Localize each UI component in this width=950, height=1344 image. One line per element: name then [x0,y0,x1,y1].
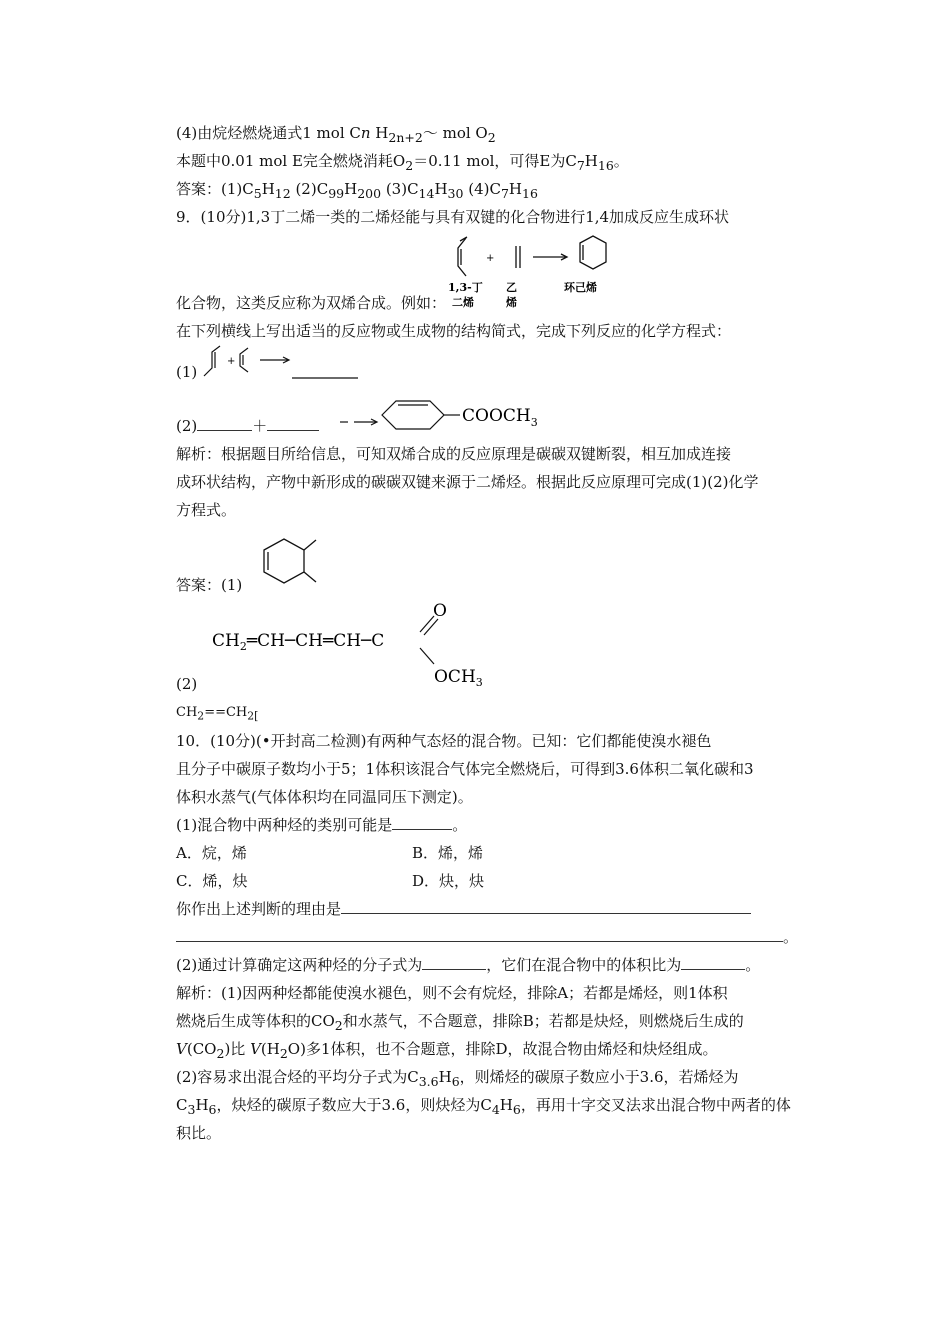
text-line: 解析：根据题目所给信息，可知双烯合成的反应原理是碳碳双键断裂，相互加成连接 [176,445,732,463]
t: H [584,152,598,170]
t: 2 [405,158,414,173]
t: H [438,1068,452,1086]
blank[interactable] [197,416,252,431]
t: 2 [197,709,205,723]
t: V [250,1040,261,1058]
t: H [434,180,448,198]
t: 。 [452,816,468,834]
text-line [176,151,629,176]
text-line [176,123,496,148]
text-line [176,703,258,727]
t: H [499,1096,513,1114]
methoxy [434,667,483,689]
t: 。 [613,152,629,170]
text-line: 且分子中碳原子数均小于5；1体积该混合气体完全燃烧后，可得到3.6体积二氧化碳和3 [176,760,754,778]
t: 。 [745,956,761,974]
t: (3)C [381,180,419,198]
t: (2)通过计算确定这两种烃的分子式为 [176,956,423,974]
t: (1)混合物中两种烃的类别可能是 [176,816,393,834]
t: 16 [597,158,614,173]
t: 200 [357,186,382,201]
t: 7 [576,158,585,173]
t: 本题中0.01 mol E完全燃烧消耗O [176,152,406,170]
t: ，再用十字交叉法求出混合物中两者的体 [520,1096,791,1114]
blank[interactable] [681,955,745,970]
t: 2[ [247,709,259,723]
t: 2 [239,640,247,653]
t: C [176,1096,188,1114]
label: 乙 [506,281,517,294]
t: 答案：(1)C [176,180,254,198]
t: 6 [451,1074,460,1089]
t: 6 [208,1102,217,1117]
text-line [176,899,751,919]
t: 你作出上述判断的理由是 [176,900,342,918]
t: 3 [530,416,538,429]
text-line: 积比。 [176,1124,222,1142]
answer-line [176,179,538,204]
question-9: 9．(10分)1,3丁二烯一类的二烯烃能与具有双键的化合物进行1,4加成反应生成环状 [176,208,730,226]
answer-2-label: (2) [176,675,198,693]
q2-line [176,416,319,436]
t: )比 [224,1040,251,1058]
answer-2-structure [208,598,508,693]
t: (4)C [463,180,501,198]
t: 3 [187,1102,196,1117]
text-line: 在下列横线上写出适当的反应物或生成物的结构简式，完成下列反应的化学方程式： [176,322,732,340]
t: 3 [475,676,483,689]
t: ＝0.11 mol，可得E为C [413,152,577,170]
t: 12 [274,186,291,201]
t: 2 [487,130,496,145]
t: ═CH─CH═CH─C [246,631,385,651]
t: (2)C [290,180,329,198]
t: 2 [334,1018,343,1033]
q2-product-diagram [340,395,560,435]
t: (4)由烷烃燃烧通式1 mol C [176,124,361,142]
t: n [360,124,371,142]
answer-1-label: 答案：(1) [176,576,243,594]
text-line [176,927,798,947]
t: CH [176,705,198,720]
label: 环己烯 [564,281,597,294]
answer-1-structure [256,530,326,594]
blank[interactable] [392,815,452,830]
group [462,406,538,429]
t: H [508,180,522,198]
t: V [176,1040,187,1058]
text-line: 解析：(1)因两种烃都能使溴水褪色，则不会有烷烃，排除A；若都是烯烃，则1体积 [176,984,728,1002]
question-10: 10．(10分)(•开封高二检测)有两种气态烃的混合物。已知：它们都能使溴水褪色 [176,732,712,750]
t: OCH [434,667,476,687]
t: 30 [447,186,464,201]
t: 16 [522,186,538,201]
option-b: B．烯，烯 [412,844,484,862]
text-line [176,1011,744,1036]
t: O)多1体积，也不合题意，排除D，故混合物由烯烃和炔烃组成。 [287,1040,718,1058]
t: 6 [512,1102,521,1117]
blank[interactable] [176,927,783,942]
t: 2 [279,1046,288,1061]
plus-sign: ＋ [252,417,268,435]
option-c: C．烯，炔 [176,872,248,890]
text-line [176,1095,791,1120]
t: H [261,180,275,198]
label: 1,3-丁 [448,281,483,294]
diels-alder-example-diagram [448,230,608,310]
t: H [195,1096,209,1114]
text-line [176,1067,739,1092]
t: ～ mol O [422,124,488,142]
t: COOCH [462,406,531,426]
t: 燃烧后生成等体积的CO [176,1012,335,1030]
text-line: 成环状结构，产物中新形成的碳碳双键来源于二烯烃。根据此反应原理可完成(1)(2)化学 [176,473,759,491]
t: 2 [216,1046,225,1061]
text-line: 化合物，这类反应称为双烯合成。例如： [176,294,447,312]
t: 。 [783,928,799,946]
t: 4 [491,1102,500,1117]
t: 7 [500,186,509,201]
q2-label: (2) [176,417,198,435]
option-d: D．炔，炔 [412,872,485,890]
t: (H [260,1040,280,1058]
t: (2)容易求出混合烃的平均分子式为C [176,1068,419,1086]
t: H [370,124,389,142]
t: 2n+2 [388,130,423,145]
blank[interactable] [422,955,486,970]
text-line [176,815,467,835]
label: 烯 [506,296,517,309]
q1-equation [198,344,368,384]
blank[interactable] [267,416,319,431]
option-a: A．烷，烯 [176,844,247,862]
chain [212,631,384,653]
t: 5 [253,186,262,201]
t: H [344,180,358,198]
blank[interactable] [341,899,751,914]
t: ，它们在混合物中的体积比为 [486,956,682,974]
plus-sign: + [227,356,236,367]
q1-label: (1) [176,363,198,381]
t: ==CH [204,705,248,720]
t: 14 [418,186,435,201]
t: 3.6 [418,1074,439,1089]
text-line [176,1039,718,1064]
text-line: 方程式。 [176,501,237,519]
t: CH [212,631,240,651]
text-line [176,955,760,975]
t: ，炔烃的碳原子数应大于3.6，则炔烃为C [216,1096,492,1114]
t: 99 [328,186,345,201]
text-line: 体积水蒸气(气体体积均在同温同压下测定)。 [176,788,473,806]
plus-sign: + [486,253,495,264]
oxygen: O [433,601,447,621]
t: (CO [186,1040,217,1058]
label: 二烯 [452,296,474,309]
t: 和水蒸气，不合题意，排除B；若都是炔烃，则燃烧后生成的 [342,1012,744,1030]
t: ，则烯烃的碳原子数应小于3.6，若烯烃为 [459,1068,739,1086]
